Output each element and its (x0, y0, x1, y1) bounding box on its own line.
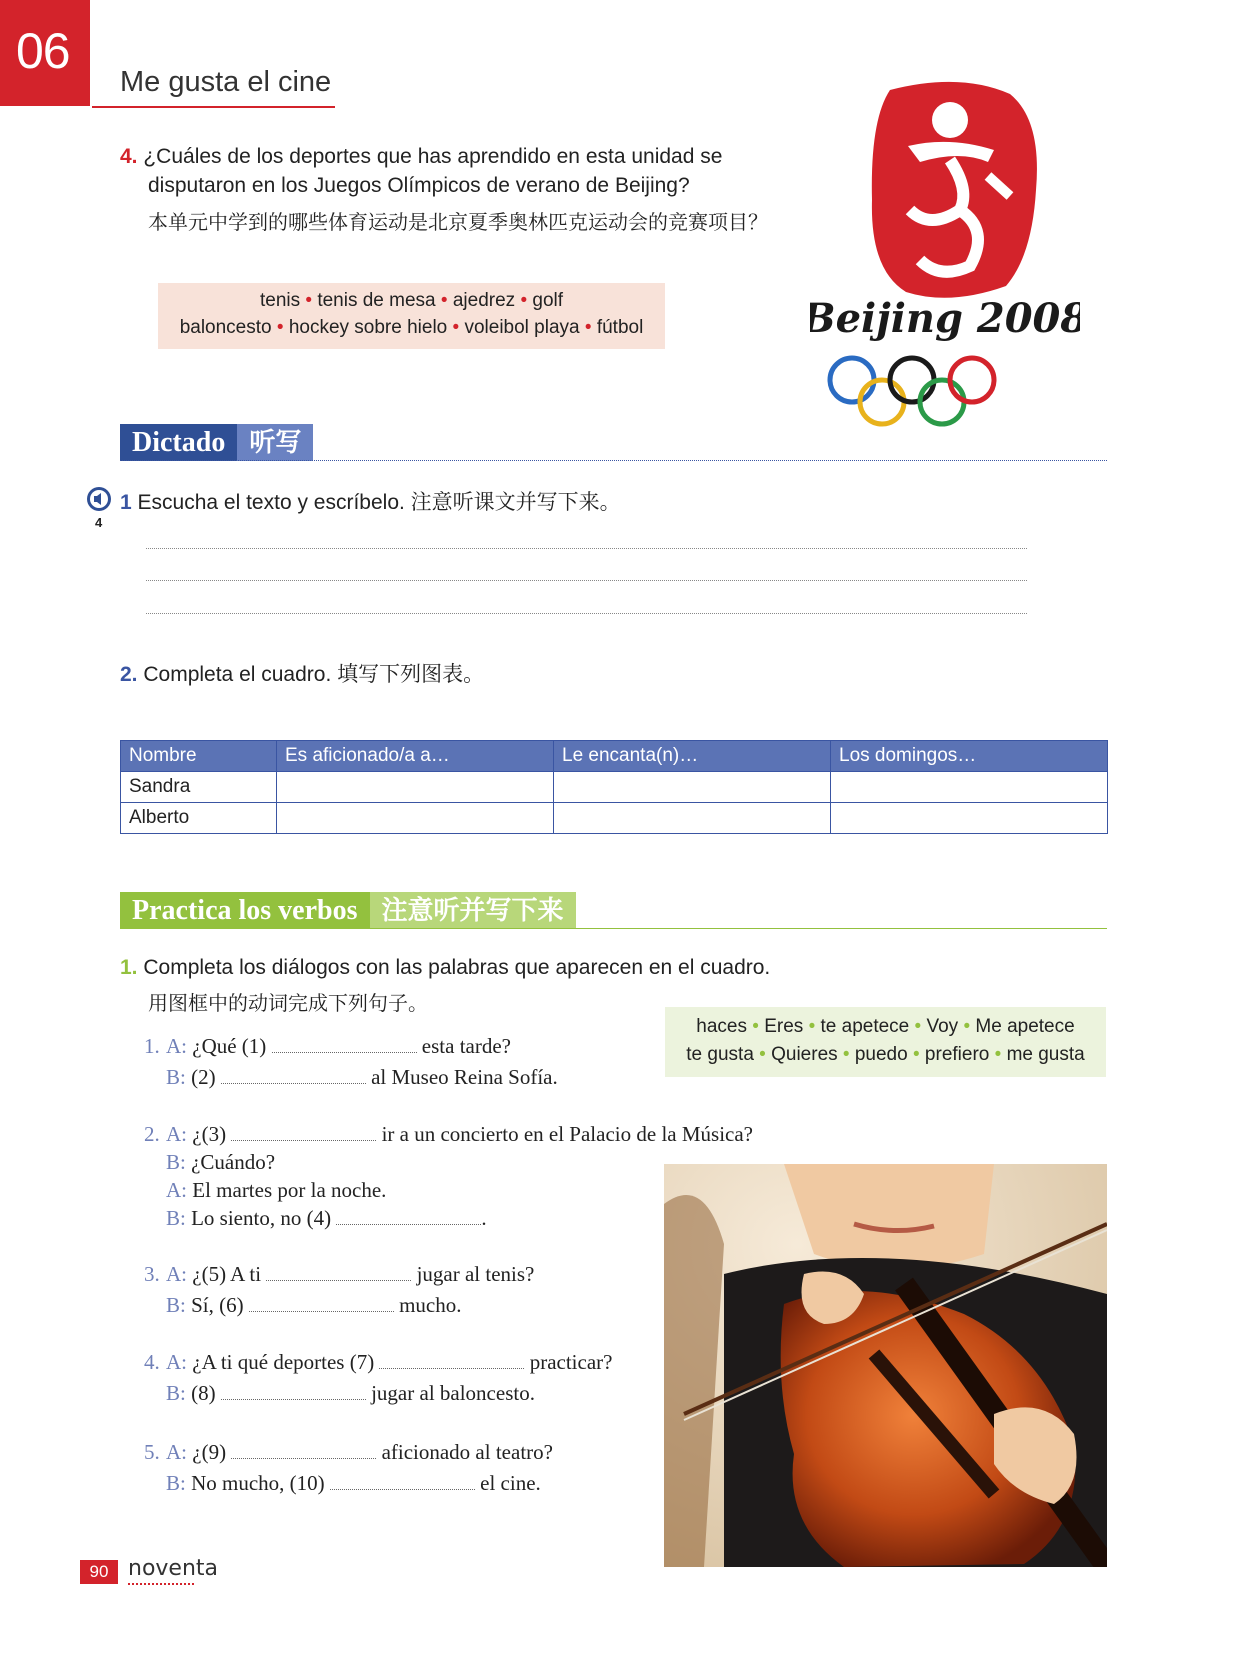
speaker-label: B: (166, 1206, 186, 1230)
word-option: prefiero (924, 1044, 990, 1065)
table-header-row (121, 741, 1108, 772)
q4-line1: 4. ¿Cuáles de los deportes que has aprendido en esta unidad se (120, 145, 723, 168)
answer-blank[interactable] (379, 1354, 524, 1369)
word-option: fútbol (596, 317, 644, 338)
word-option: tenis de mesa (317, 290, 436, 311)
speaker-label: B: (166, 1293, 186, 1317)
bullet-separator: • (989, 1044, 1007, 1065)
speaker-label: A: (166, 1440, 187, 1464)
bullet-separator: • (579, 317, 597, 338)
dialogue-line (144, 1065, 558, 1090)
bullet-separator: • (447, 317, 465, 338)
answer-blank[interactable] (221, 1069, 366, 1084)
bullet-separator: • (837, 1044, 855, 1065)
word-option: te gusta (686, 1044, 754, 1065)
page-word: noventa (128, 1556, 219, 1581)
bullet-separator: • (271, 317, 289, 338)
dialogue-line (144, 1206, 487, 1231)
word-option: Quieres (771, 1044, 838, 1065)
verbos-rule (120, 928, 1107, 929)
answer-cell[interactable] (554, 803, 831, 834)
bullet-separator: • (300, 290, 318, 311)
q4-number: 4. (120, 145, 138, 168)
verbos-header (120, 892, 576, 929)
bullet-separator: • (803, 1016, 821, 1037)
answer-cell[interactable] (277, 803, 554, 834)
sports-row (158, 314, 665, 341)
dialogue-text: jugar al tenis? (416, 1262, 535, 1286)
dialogue-number: 1. (144, 1034, 160, 1058)
table-row (121, 803, 1108, 834)
dialogue-text: ¿Cuándo? (191, 1150, 276, 1174)
sports-word-box (158, 283, 665, 349)
q2-instruction: 2. Completa el cuadro. 填写下列图表。 (120, 663, 485, 686)
column-header: Los domingos… (831, 741, 1108, 772)
dictado-title-cn: 听写 (237, 424, 313, 461)
column-header: Es aficionado/a a… (277, 741, 554, 772)
answer-blank[interactable] (272, 1038, 417, 1053)
dialogue-number: 2. (144, 1122, 160, 1146)
bullet-separator: • (907, 1044, 925, 1065)
word-option: te apetece (820, 1016, 910, 1037)
dialogue-text: mucho. (399, 1293, 462, 1317)
dialogue-line (144, 1150, 275, 1175)
footer-dots (128, 1583, 194, 1585)
verbs-row (665, 1041, 1106, 1069)
dialogue-text: ¿(9) (192, 1440, 227, 1464)
dictado-item-number: 1 (120, 491, 132, 514)
bullet-separator: • (515, 290, 533, 311)
word-option: golf (532, 290, 564, 311)
bullet-separator: • (747, 1016, 765, 1037)
answer-blank[interactable] (231, 1444, 376, 1459)
answer-cell[interactable] (831, 803, 1108, 834)
dialogue-text: (8) (191, 1381, 216, 1405)
dialogue-line (144, 1440, 553, 1465)
word-option: tenis (259, 290, 301, 311)
word-option: puedo (854, 1044, 908, 1065)
dialogue-line (144, 1178, 386, 1203)
dialogue-line (144, 1122, 753, 1147)
name-cell: Alberto (121, 803, 277, 834)
dialogue-text: jugar al baloncesto. (371, 1381, 535, 1405)
word-option: hockey sobre hielo (288, 317, 448, 338)
dictado-header (120, 424, 313, 461)
page-number: 90 (80, 1560, 118, 1584)
dictado-rule (120, 460, 1107, 462)
verbos-title-cn: 注意听并写下来 (370, 892, 576, 929)
verbs-row (665, 1013, 1106, 1041)
verbos-number: 1. (120, 956, 138, 979)
verbs-word-box (665, 1007, 1106, 1077)
answer-blank[interactable] (231, 1126, 376, 1141)
word-option: ajedrez (452, 290, 516, 311)
q4-line3: 本单元中学到的哪些体育运动是北京夏季奥林匹克运动会的竞赛项目？ (148, 210, 768, 234)
dialogue-line (144, 1293, 462, 1318)
track-number: 4 (95, 515, 103, 530)
dialogue-text: al Museo Reina Sofía. (371, 1065, 558, 1089)
speaker-label: B: (166, 1065, 186, 1089)
name-cell: Sandra (121, 772, 277, 803)
dialogue-text: ¿Qué (1) (192, 1034, 267, 1058)
chapter-number: 06 (16, 23, 70, 79)
speaker-label: A: (166, 1262, 187, 1286)
answer-cell[interactable] (277, 772, 554, 803)
column-header: Le encanta(n)… (554, 741, 831, 772)
word-option: Voy (926, 1016, 959, 1037)
dialogue-text: el cine. (480, 1471, 541, 1495)
beijing-emblem-icon (810, 80, 1080, 440)
dialogue-text: . (481, 1206, 487, 1230)
bullet-separator: • (958, 1016, 976, 1037)
chapter-title: Me gusta el cine (120, 66, 332, 98)
title-rule (92, 106, 335, 108)
dialogue-text: (2) (191, 1065, 216, 1089)
profile-table (120, 740, 1108, 834)
table-row (121, 772, 1108, 803)
beijing-2008-logo (810, 80, 1080, 440)
q4-line2: disputaron en los Juegos Olímpicos de verano de Beijing? (148, 174, 690, 197)
speaker-label: A: (166, 1034, 187, 1058)
q2-number: 2. (120, 663, 138, 686)
writing-line[interactable] (146, 548, 1027, 549)
answer-blank[interactable] (330, 1475, 475, 1490)
answer-blank[interactable] (336, 1210, 481, 1225)
speaker-label: B: (166, 1381, 186, 1405)
word-option: haces (696, 1016, 747, 1037)
verbos-title: Practica los verbos (120, 892, 370, 929)
dialogue-text: ¿(3) (192, 1122, 227, 1146)
word-option: voleibol playa (464, 317, 580, 338)
dialogue-text: aficionado al teatro? (381, 1440, 553, 1464)
dialogue-line (144, 1471, 541, 1496)
bullet-separator: • (909, 1016, 927, 1037)
dictado-instruction: 1 Escucha el texto y escríbelo. 注意听课文并写下来。 (120, 491, 621, 514)
dialogue-line (144, 1350, 612, 1375)
dialogue-text: ¿A ti qué deportes (7) (192, 1350, 375, 1374)
column-header: Nombre (121, 741, 277, 772)
violin-player-image (664, 1164, 1107, 1567)
writing-line[interactable] (146, 580, 1027, 581)
dialogue-text: practicar? (529, 1350, 613, 1374)
speaker-label: A: (166, 1350, 187, 1374)
dialogue-line (144, 1262, 534, 1287)
dialogue-text: No mucho, (10) (191, 1471, 325, 1495)
dialogue-line (144, 1381, 535, 1406)
speaker-label: A: (166, 1178, 187, 1202)
dialogue-text: Sí, (6) (191, 1293, 244, 1317)
speaker-label: B: (166, 1150, 186, 1174)
dialogue-number: 5. (144, 1440, 160, 1464)
dialogue-text: ir a un concierto en el Palacio de la Música? (381, 1122, 753, 1146)
word-option: me gusta (1006, 1044, 1085, 1065)
writing-line[interactable] (146, 613, 1027, 614)
dialogue-number: 3. (144, 1262, 160, 1286)
word-option: Eres (764, 1016, 804, 1037)
answer-cell[interactable] (831, 772, 1108, 803)
audio-icon[interactable] (86, 486, 112, 517)
answer-blank[interactable] (221, 1385, 366, 1400)
speaker-label: A: (166, 1122, 187, 1146)
violin-photo (664, 1164, 1107, 1567)
dialogue-number: 4. (144, 1350, 160, 1374)
dialogue-text: esta tarde? (421, 1034, 511, 1058)
dialogue-line (144, 1034, 511, 1059)
answer-blank[interactable] (266, 1266, 411, 1281)
answer-blank[interactable] (249, 1297, 394, 1312)
verbos-instruction: 1. Completa los diálogos con las palabras que aparecen en el cuadro. (120, 956, 771, 979)
dialogue-text: ¿(5) A ti (192, 1262, 262, 1286)
dialogue-text: Lo siento, no (4) (191, 1206, 332, 1230)
answer-cell[interactable] (554, 772, 831, 803)
svg-text:Beijing 2008: Beijing 2008 (810, 295, 1080, 342)
dictado-title: Dictado (120, 424, 237, 461)
word-option: Me apetece (975, 1016, 1075, 1037)
bullet-separator: • (753, 1044, 772, 1065)
speaker-label: B: (166, 1471, 186, 1495)
dialogue-text: El martes por la noche. (192, 1178, 387, 1202)
sports-row (158, 287, 665, 314)
bullet-separator: • (435, 290, 453, 311)
word-option: baloncesto (179, 317, 272, 338)
verbos-instruction-cn: 用图框中的动词完成下列句子。 (148, 991, 428, 1015)
